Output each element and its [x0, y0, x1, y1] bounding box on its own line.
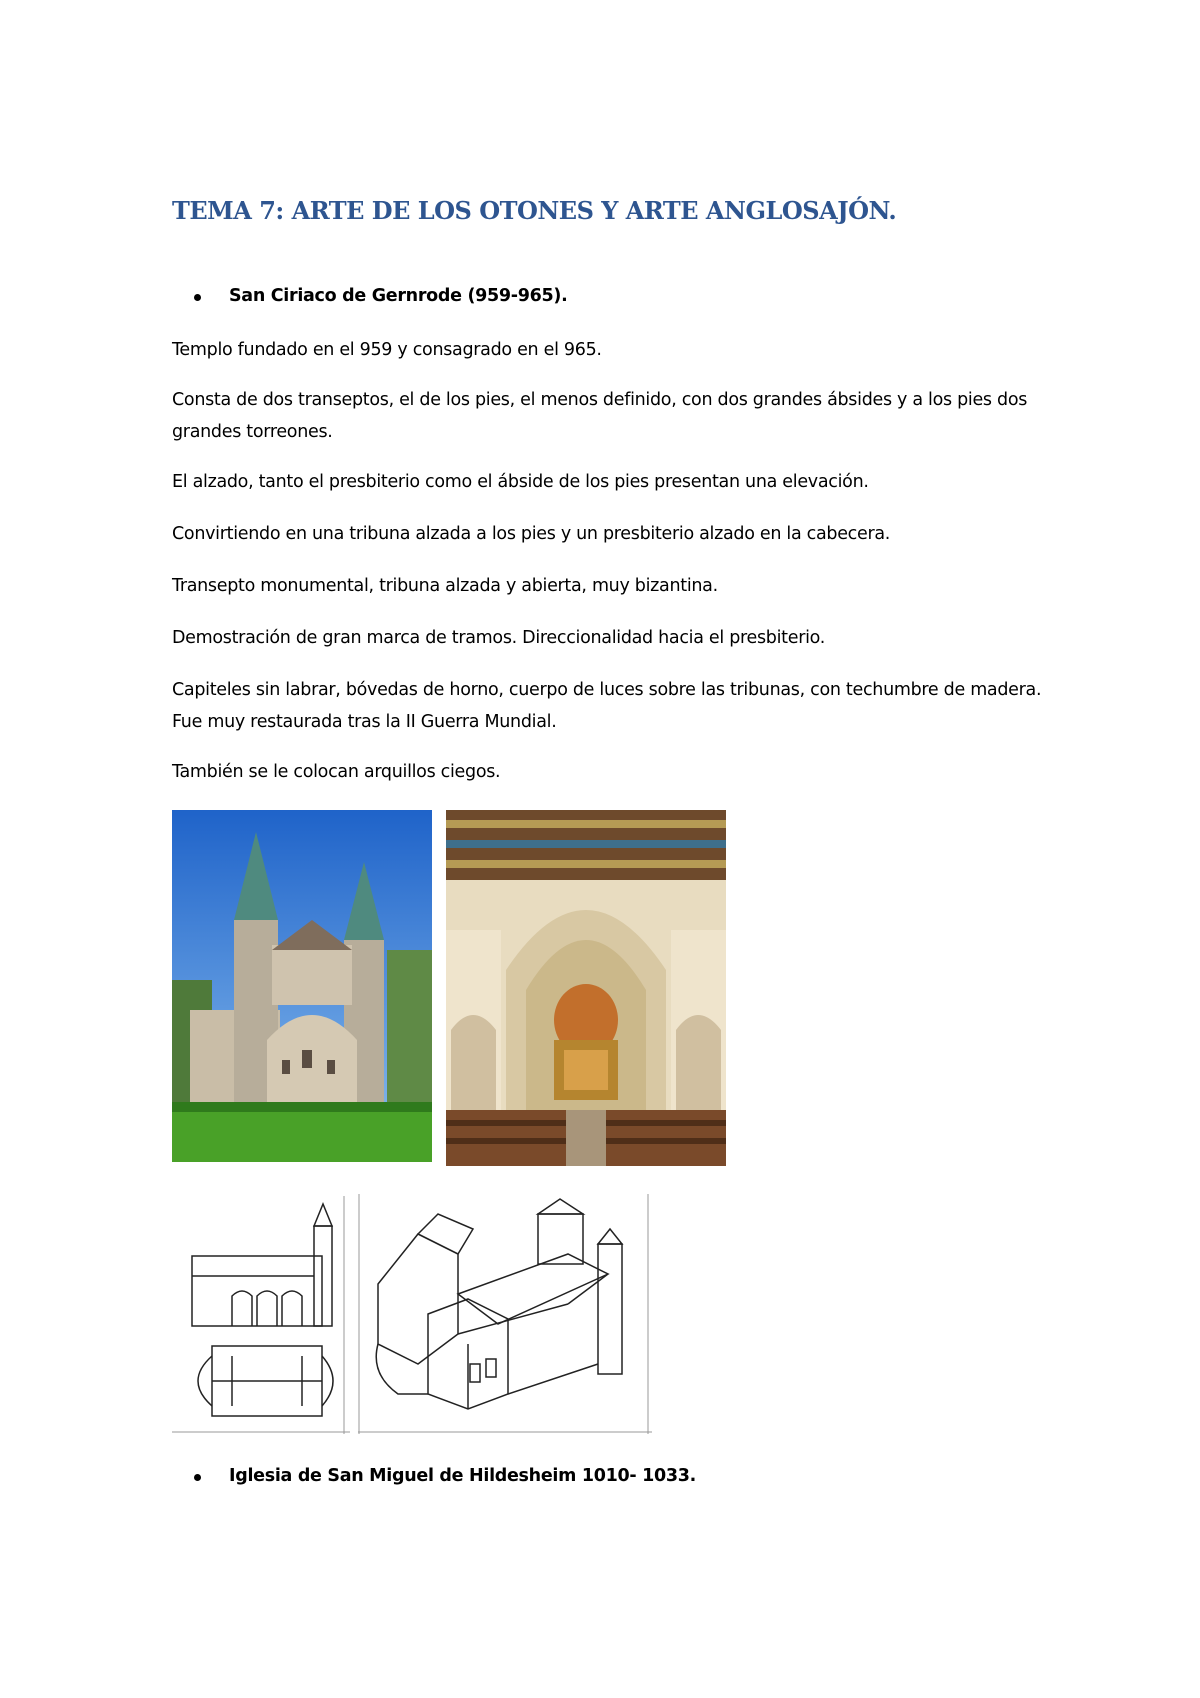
axonometric-drawing: [358, 1194, 652, 1434]
paragraph: Consta de dos transeptos, el de los pies, el menos definido, con dos grandes ábsides y a los pies dos grandes torreones.: [172, 390, 1028, 442]
paragraph: Capiteles sin labrar, bóvedas de horno, cuerpo de luces sobre las tribunas, con techumbre de madera. Fue muy restaurada tras la II Guerra Mundial.: [172, 680, 1042, 732]
paragraph: Transepto monumental, tribuna alzada y abierta, muy bizantina.: [172, 576, 718, 596]
page-title: TEMA 7: ARTE DE LOS OTONES Y ARTE ANGLOSAJÓN.: [172, 196, 897, 225]
section-heading: Iglesia de San Miguel de Hildesheim 1010- 1033.: [229, 1466, 696, 1486]
section-and-plan-drawing: [172, 1196, 350, 1434]
bullet-icon: [194, 1474, 201, 1481]
church-interior-photo: [446, 810, 726, 1166]
paragraph: Demostración de gran marca de tramos. Direccionalidad hacia el presbiterio.: [172, 628, 826, 648]
paragraph: Templo fundado en el 959 y consagrado en el 965.: [172, 340, 602, 360]
bullet-heading-1: [205, 286, 567, 306]
bullet-heading-2: [205, 1466, 696, 1486]
paragraph: Convirtiendo en una tribuna alzada a los pies y un presbiterio alzado en la cabecera.: [172, 524, 891, 544]
section-heading: San Ciriaco de Gernrode (959-965).: [229, 286, 568, 306]
paragraph: También se le colocan arquillos ciegos.: [172, 762, 501, 782]
church-exterior-photo: [172, 810, 432, 1162]
bullet-icon: [194, 294, 201, 301]
paragraph: El alzado, tanto el presbiterio como el ábside de los pies presentan una elevación.: [172, 472, 869, 492]
